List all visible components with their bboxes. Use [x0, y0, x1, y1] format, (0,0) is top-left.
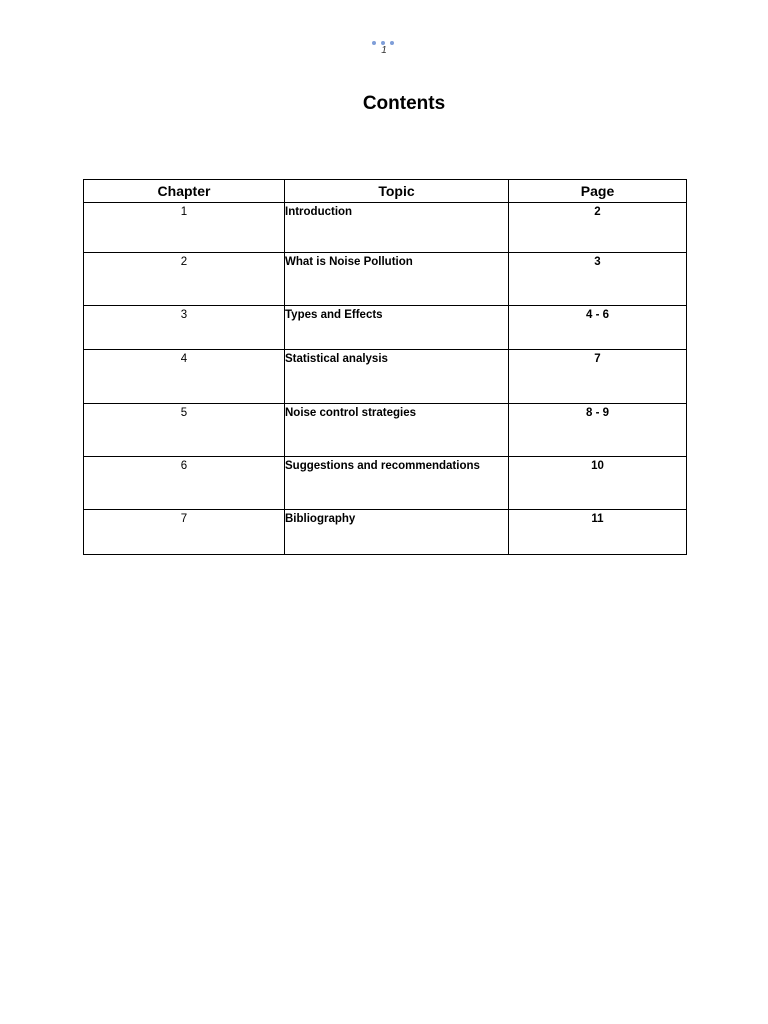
chapter-number: 7	[84, 510, 285, 555]
chapter-number: 1	[84, 203, 285, 253]
header-chapter: Chapter	[84, 180, 285, 203]
page-range: 7	[509, 350, 687, 404]
header-page: Page	[509, 180, 687, 203]
page-range: 11	[509, 510, 687, 555]
page-range: 8 - 9	[509, 404, 687, 457]
table-header-row	[84, 180, 687, 203]
chapter-number: 4	[84, 350, 285, 404]
marker-dot	[390, 41, 394, 45]
table-row	[84, 404, 687, 457]
topic-title: Types and Effects	[285, 306, 509, 350]
table-row	[84, 203, 687, 253]
chapter-number: 6	[84, 457, 285, 510]
page-range: 2	[509, 203, 687, 253]
page-number-marker	[369, 40, 399, 60]
topic-title: Suggestions and recommendations	[285, 457, 509, 510]
page-range: 4 - 6	[509, 306, 687, 350]
chapter-number: 3	[84, 306, 285, 350]
page-range: 10	[509, 457, 687, 510]
chapter-number: 2	[84, 253, 285, 306]
topic-title: Noise control strategies	[285, 404, 509, 457]
topic-title: Statistical analysis	[285, 350, 509, 404]
table-row	[84, 510, 687, 555]
header-topic: Topic	[285, 180, 509, 203]
table-row	[84, 253, 687, 306]
table-row	[84, 457, 687, 510]
chapter-number: 5	[84, 404, 285, 457]
marker-dot	[372, 41, 376, 45]
topic-title: What is Noise Pollution	[285, 253, 509, 306]
topic-title: Bibliography	[285, 510, 509, 555]
page-number: 1	[381, 45, 387, 56]
table-row	[84, 350, 687, 404]
topic-title: Introduction	[285, 203, 509, 253]
table-row	[84, 306, 687, 350]
page-title: Contents	[362, 93, 446, 114]
contents-table	[83, 179, 687, 555]
page-range: 3	[509, 253, 687, 306]
